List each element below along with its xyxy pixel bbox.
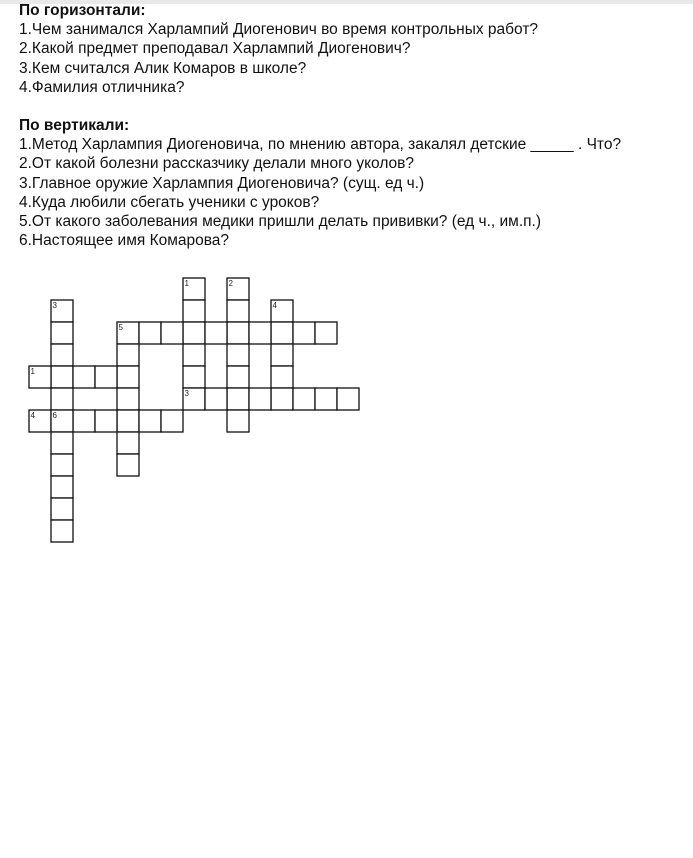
- crossword-cell: [117, 388, 139, 410]
- crossword-cell: [249, 388, 271, 410]
- crossword-cell: [227, 300, 249, 322]
- crossword-cell: [293, 322, 315, 344]
- crossword-cell: [161, 322, 183, 344]
- vertical-clue-3: 3.Главное оружие Харлампия Диогеновича? (сущ. ед ч.): [19, 174, 425, 192]
- crossword-cell: [337, 388, 359, 410]
- horizontal-clue-2: 2.Какой предмет преподавал Харлампий Диогенович?: [19, 40, 411, 58]
- vertical-clue-1: 1.Метод Харлампия Диогеновича, по мнению автора, закалял детские _____ . Что?: [19, 136, 622, 153]
- cell-number: 6: [52, 411, 57, 420]
- cell-number: 4: [272, 301, 277, 310]
- vertical-clue-4: 4.Куда любили сбегать ученики с уроков?: [19, 193, 320, 211]
- crossword-cell: [183, 322, 205, 344]
- cell-number: 2: [228, 279, 233, 288]
- crossword-cell: [315, 388, 337, 410]
- crossword-cell: [51, 476, 73, 498]
- cell-number: 5: [118, 323, 123, 332]
- crossword-cell: [271, 344, 293, 366]
- cell-number: 1: [30, 367, 35, 376]
- crossword-cell: [227, 388, 249, 410]
- crossword-cell: [117, 344, 139, 366]
- crossword-cell: [271, 388, 293, 410]
- cell-number: 1: [184, 279, 189, 288]
- crossword-cell: [95, 366, 117, 388]
- crossword-cell: [293, 388, 315, 410]
- crossword-cell: [73, 366, 95, 388]
- horizontal-clue-1: 1.Чем занимался Харлампий Диогенович во время контрольных работ?: [19, 21, 539, 38]
- crossword-cell: [205, 322, 227, 344]
- crossword-cell: [95, 410, 117, 432]
- cell-number: 3: [184, 389, 189, 398]
- horizontal-clue-3: 3.Кем считался Алик Комаров в школе?: [19, 59, 307, 77]
- crossword-cell: [139, 410, 161, 432]
- crossword-cell: [51, 454, 73, 476]
- vertical-clue-6: 6.Настоящее имя Комарова?: [19, 232, 230, 250]
- crossword-cell: [227, 410, 249, 432]
- crossword-cell: [51, 322, 73, 344]
- crossword-cell: [249, 322, 271, 344]
- vertical-clue-5: 5.От какого заболевания медики пришли делать прививки? (ед ч., им.п.): [19, 213, 541, 231]
- crossword-cell: [183, 300, 205, 322]
- vertical-clue-2: 2.От какой болезни рассказчику делали много уколов?: [19, 155, 415, 173]
- crossword-cell: [183, 344, 205, 366]
- crossword-cell: [117, 410, 139, 432]
- crossword-cell: [117, 366, 139, 388]
- crossword-cell: [51, 432, 73, 454]
- crossword-cell: [161, 410, 183, 432]
- crossword-cell: [139, 322, 161, 344]
- crossword-cell: [183, 366, 205, 388]
- crossword-cell: [205, 388, 227, 410]
- crossword-cell: [51, 388, 73, 410]
- vertical-heading: По вертикали:: [19, 117, 130, 134]
- horizontal-heading: По горизонтали:: [19, 2, 146, 19]
- crossword-cell: [117, 454, 139, 476]
- crossword-cell: [227, 322, 249, 344]
- horizontal-clue-4: 4.Фамилия отличника?: [19, 78, 185, 96]
- crossword-cell: [315, 322, 337, 344]
- crossword-cell: [227, 344, 249, 366]
- crossword-cell: [51, 366, 73, 388]
- crossword-cell: [271, 366, 293, 388]
- crossword-cell: [51, 344, 73, 366]
- crossword-cell: [51, 520, 73, 542]
- crossword-cell: [271, 322, 293, 344]
- crossword-cell: [73, 410, 95, 432]
- crossword-cell: [51, 498, 73, 520]
- crossword-cell: [227, 366, 249, 388]
- cell-number: 4: [30, 411, 35, 420]
- cell-number: 3: [52, 301, 57, 310]
- crossword-cell: [117, 432, 139, 454]
